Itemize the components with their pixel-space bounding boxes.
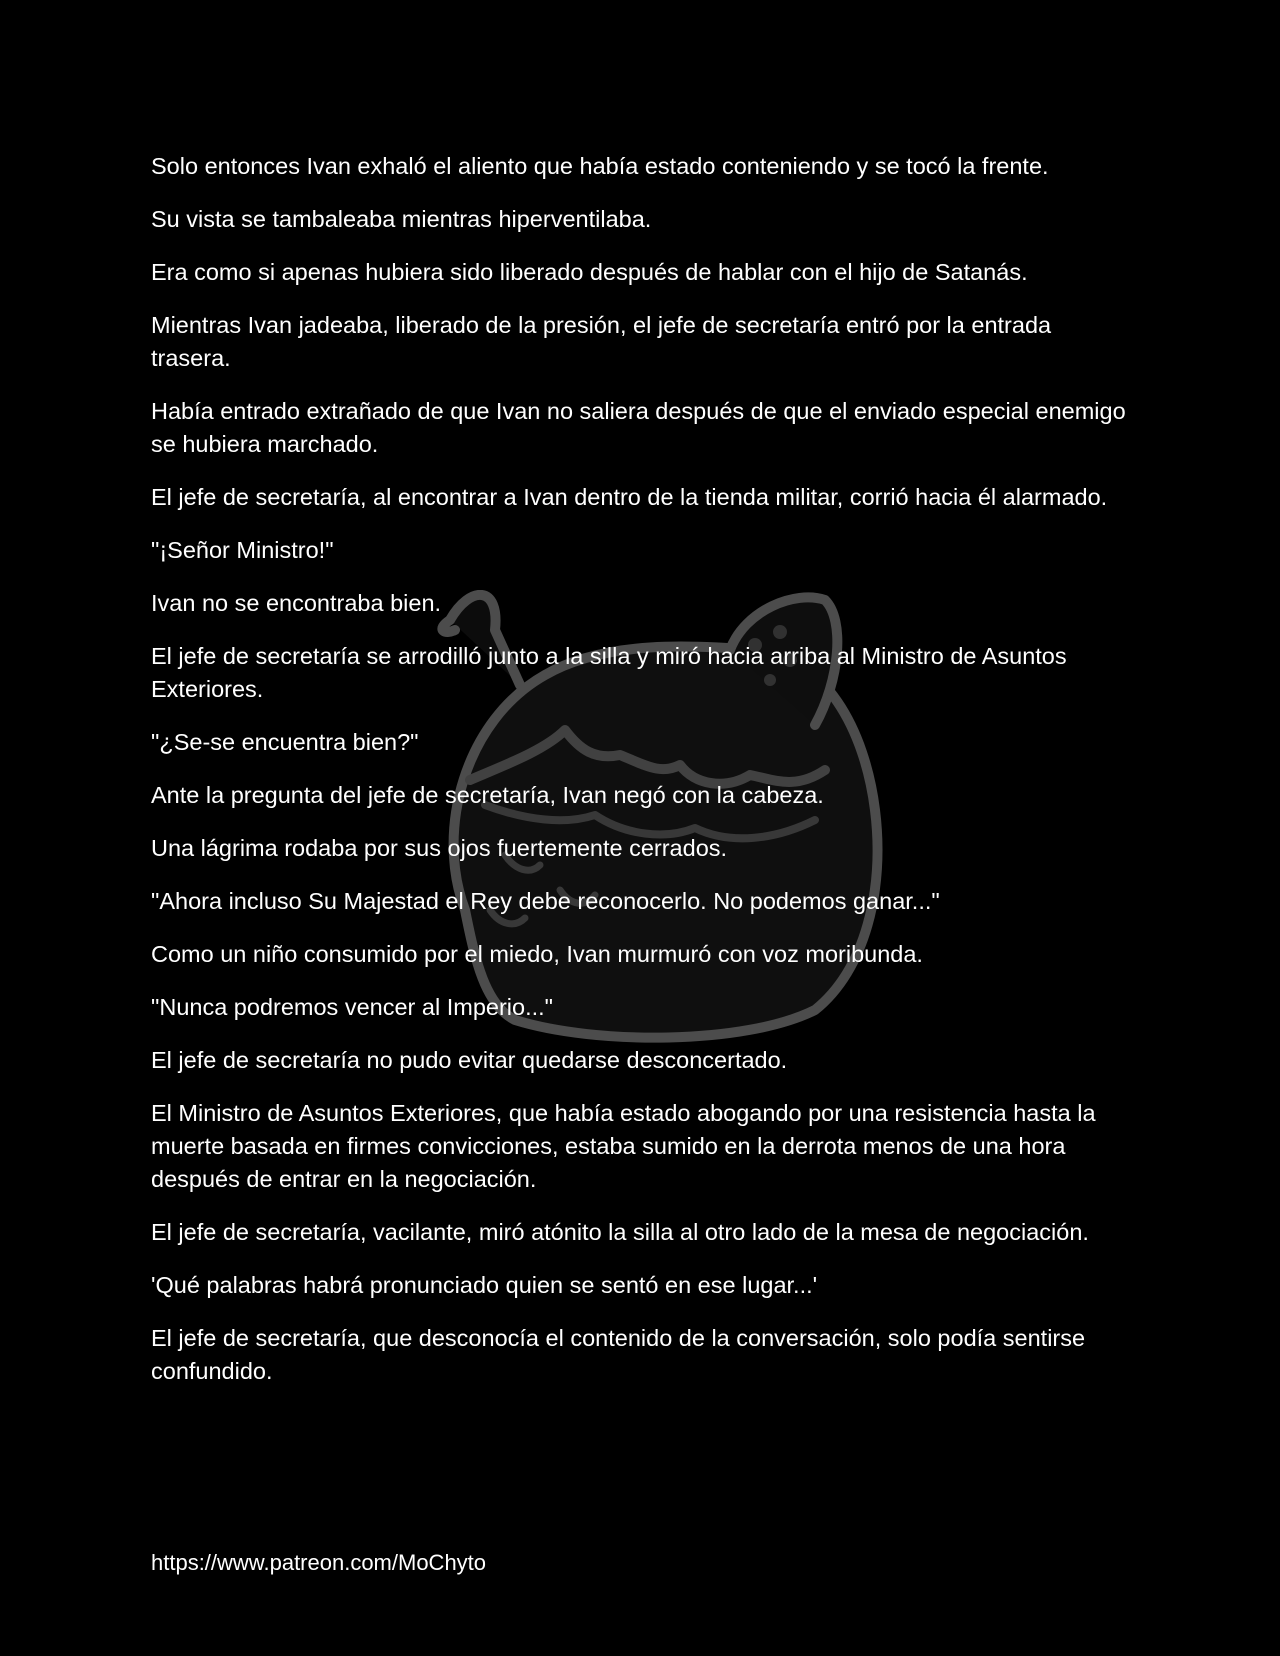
paragraph: Su vista se tambaleaba mientras hiperventilaba. — [151, 206, 652, 232]
paragraph: Como un niño consumido por el miedo, Ivan murmuró con voz moribunda. — [151, 941, 923, 967]
chapter-text — [151, 150, 1131, 1408]
paragraph: "Ahora incluso Su Majestad el Rey debe reconocerlo. No podemos ganar..." — [151, 888, 940, 914]
paragraph: El jefe de secretaría, vacilante, miró atónito la silla al otro lado de la mesa de negociación. — [151, 1219, 1089, 1245]
paragraph: Había entrado extrañado de que Ivan no saliera después de que el enviado especial enemigo se hubiera marchado. — [151, 398, 1126, 457]
paragraph: Una lágrima rodaba por sus ojos fuertemente cerrados. — [151, 835, 728, 861]
paragraph: Ivan no se encontraba bien. — [151, 590, 442, 616]
paragraph: Mientras Ivan jadeaba, liberado de la presión, el jefe de secretaría entró por la entrada trasera. — [151, 312, 1052, 371]
paragraph: Era como si apenas hubiera sido liberado después de hablar con el hijo de Satanás. — [151, 259, 1028, 285]
paragraph: Solo entonces Ivan exhaló el aliento que había estado conteniendo y se tocó la frente. — [151, 153, 1049, 179]
patreon-link[interactable]: https://www.patreon.com/MoChyto — [151, 1550, 487, 1575]
paragraph: "¡Señor Ministro!" — [151, 537, 334, 563]
paragraph: El jefe de secretaría se arrodilló junto a la silla y miró hacia arriba al Ministro de Asuntos Exteriores. — [151, 643, 1067, 702]
paragraph: 'Qué palabras habrá pronunciado quien se sentó en ese lugar...' — [151, 1272, 818, 1298]
paragraph: Ante la pregunta del jefe de secretaría, Ivan negó con la cabeza. — [151, 782, 824, 808]
paragraph: "Nunca podremos vencer al Imperio..." — [151, 994, 554, 1020]
paragraph: El jefe de secretaría, que desconocía el contenido de la conversación, solo podía sentirse confundido. — [151, 1325, 1086, 1384]
paragraph: El jefe de secretaría no pudo evitar quedarse desconcertado. — [151, 1047, 788, 1073]
paragraph: El jefe de secretaría, al encontrar a Ivan dentro de la tienda militar, corrió hacia él alarmado. — [151, 484, 1108, 510]
paragraph: El Ministro de Asuntos Exteriores, que había estado abogando por una resistencia hasta la muerte basada en firmes convicciones, estaba sumido en la derrota menos de una hora después de entrar en la negociación. — [151, 1100, 1096, 1192]
paragraph: "¿Se-se encuentra bien?" — [151, 729, 419, 755]
